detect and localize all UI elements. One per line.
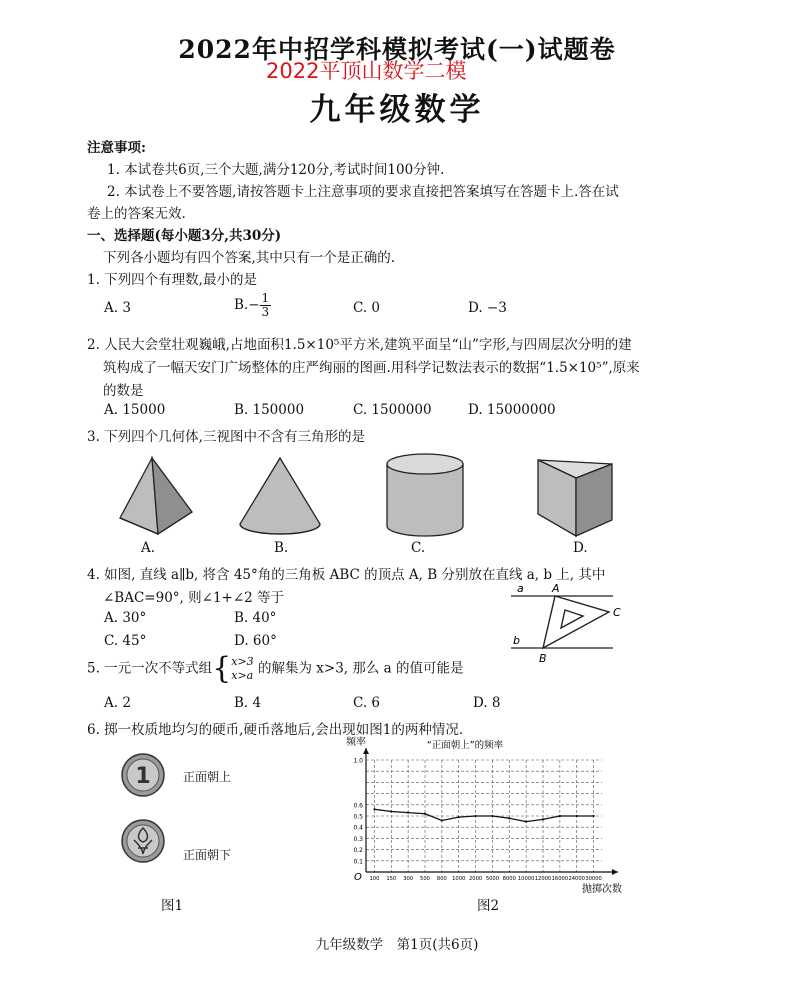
q4-option-d: D. 60° [234, 633, 277, 649]
q1-option-b [234, 292, 271, 319]
q3-label-b: B. [274, 540, 289, 556]
chart-ticks [353, 758, 601, 883]
q1-option-b-sign: − [248, 297, 260, 313]
coin-heads-icon [120, 752, 166, 798]
chart-title: “正面朝上”的频率 [426, 740, 504, 751]
y-tick-label: 1.0 [353, 757, 363, 765]
data-point [559, 815, 561, 817]
data-point [576, 815, 578, 817]
x-tick-label: 1000 [452, 876, 466, 882]
data-point [441, 819, 443, 821]
data-point [373, 808, 375, 810]
q5-option-c: C. 6 [353, 695, 381, 711]
y-tick-label: 0.2 [353, 847, 363, 855]
data-point [491, 815, 493, 817]
q5-option-a: A. 2 [104, 695, 131, 711]
inequality-system [231, 655, 253, 683]
chart-xlabel: 抛掷次数 [582, 884, 622, 895]
data-point [592, 815, 594, 817]
x-axis-arrow [612, 869, 618, 875]
data-point [508, 817, 510, 819]
q5-stem [87, 651, 464, 686]
x-tick-label: 12000 [534, 876, 552, 882]
label-point-b: B [539, 652, 547, 665]
prism-shape [538, 460, 612, 536]
q4-line-2: ∠BAC=90°, 则∠1+∠2 等于 [103, 590, 285, 606]
q1-stem: 1. 下列四个有理数,最小的是 [87, 272, 257, 288]
q5-suffix: 的解集为 x>3, 那么 a 的值可能是 [257, 660, 464, 677]
data-point [542, 818, 544, 820]
label-point-c: C [613, 606, 621, 619]
y-tick-label: 0.1 [353, 858, 363, 866]
q2-line-1: 2. 人民大会堂壮观巍峨,占地面积1.5×10⁵平方米,建筑平面呈“山”字形,与四周层次分明的建 [87, 337, 632, 353]
coin-numeral: 1 [135, 764, 151, 789]
data-point [458, 816, 460, 818]
q1-option-b-prefix: B. [234, 297, 249, 313]
chart-series [373, 808, 594, 823]
label-line-a: a [517, 582, 524, 595]
page-footer: 九年级数学 第1页(共6页) [315, 937, 479, 953]
section-heading: 一、选择题(每小题3分,共30分) [87, 228, 282, 244]
q1-option-b-fraction [260, 292, 272, 319]
q2-option-d: D. 15000000 [468, 402, 556, 418]
x-tick-label: 100 [369, 876, 380, 882]
q2-option-a: A. 15000 [104, 402, 166, 418]
x-tick-label: 500 [420, 876, 430, 882]
figure-1-label: 图1 [161, 898, 184, 914]
chart-ylabel: 频率 [346, 737, 366, 748]
triangle-abc [543, 596, 609, 648]
triangle-inner [561, 610, 583, 628]
q4-parallel-lines-figure [505, 582, 645, 666]
q1-option-a: A. 3 [104, 300, 131, 316]
x-tick-label: 800 [436, 876, 447, 882]
q3-solids-figure [100, 450, 680, 540]
notes-item-2b: 卷上的答案无效. [87, 206, 186, 222]
y-tick-label: 0.3 [353, 835, 363, 843]
inequality-1: x>3 [231, 655, 254, 668]
q4-option-a: A. 30° [104, 610, 147, 626]
q4-line-1: 4. 如图, 直线 a∥b, 将含 45°角的三角板 ABC 的顶点 A, B 分别放在直线 a, b 上, 其中 [87, 567, 606, 583]
tails-label: 正面朝下 [183, 848, 232, 862]
q4-option-c: C. 45° [104, 633, 147, 649]
x-tick-label: 16000 [551, 876, 569, 882]
chart-axes [363, 748, 618, 875]
data-point [525, 821, 527, 823]
x-tick-label: 24000 [568, 876, 585, 882]
frequency-line-chart [330, 734, 635, 896]
data-point [424, 813, 426, 815]
cone-shape [240, 458, 320, 534]
x-tick-label: 2000 [468, 876, 483, 882]
fraction-denominator: 3 [261, 305, 270, 319]
data-point [407, 812, 409, 814]
exam-subtitle: 九年级数学 [309, 92, 485, 128]
figure-2-label: 图2 [477, 898, 500, 914]
q4-option-b: B. 40° [234, 610, 277, 626]
q6-stem: 6. 掷一枚质地均匀的硬币,硬币落地后,会出现如图1的两种情况. [87, 722, 464, 738]
x-tick-label: 150 [386, 876, 397, 882]
notes-item-2a: 2. 本试卷上不要答题,请按答题卡上注意事项的要求直接把答案填写在答题卡上.答在试 [107, 184, 619, 200]
watermark-text: 2022平顶山数学二模 [266, 59, 467, 83]
cylinder-shape [387, 454, 463, 536]
q2-option-c: C. 1500000 [353, 402, 432, 418]
q3-label-a: A. [141, 540, 156, 556]
q2-option-b: B. 150000 [234, 402, 305, 418]
label-line-b: b [513, 634, 520, 647]
q5-prefix: 5. 一元一次不等式组 [87, 660, 213, 677]
notes-heading: 注意事项: [87, 140, 146, 156]
q3-stem: 3. 下列四个几何体,三视图中不含有三角形的是 [87, 429, 365, 445]
q5-option-d: D. 8 [473, 695, 501, 711]
pyramid-shape [120, 458, 192, 534]
brace-symbol: { [212, 651, 232, 686]
x-tick-label: 5000 [485, 876, 500, 882]
exam-title: 2022年中招学科模拟考试(一)试题卷 [178, 35, 616, 64]
x-tick-label: 30000 [585, 876, 602, 882]
data-point [390, 810, 392, 812]
q1-option-d: D. −3 [468, 300, 507, 316]
coin-tails-icon [120, 818, 166, 864]
q2-line-3: 的数是 [103, 383, 144, 399]
y-tick-label: 0.5 [353, 813, 363, 821]
data-point [474, 815, 476, 817]
x-tick-label: 10000 [517, 876, 535, 882]
inequality-2: x>a [231, 669, 254, 682]
y-axis-arrow [363, 748, 369, 754]
label-point-a: A [552, 582, 560, 595]
q5-option-b: B. 4 [234, 695, 262, 711]
q3-label-d: D. [573, 540, 588, 556]
fraction-numerator: 1 [261, 291, 270, 305]
y-tick-label: 0.4 [353, 824, 363, 832]
y-tick-label: 0.6 [353, 802, 363, 810]
chart-origin-label: O [354, 872, 362, 883]
heads-label: 正面朝上 [183, 770, 232, 784]
notes-item-1: 1. 本试卷共6页,三个大题,满分120分,考试时间100分钟. [107, 162, 445, 178]
q2-line-2: 筑构成了一幅天安门广场整体的庄严绚丽的图画.用科学记数法表示的数据“1.5×10⁵”,原来 [103, 360, 640, 376]
x-tick-label: 8000 [502, 876, 516, 882]
q1-option-c: C. 0 [353, 300, 381, 316]
q3-label-c: C. [411, 540, 426, 556]
x-tick-label: 300 [403, 876, 414, 882]
section-intro: 下列各小题均有四个答案,其中只有一个是正确的. [103, 250, 396, 266]
